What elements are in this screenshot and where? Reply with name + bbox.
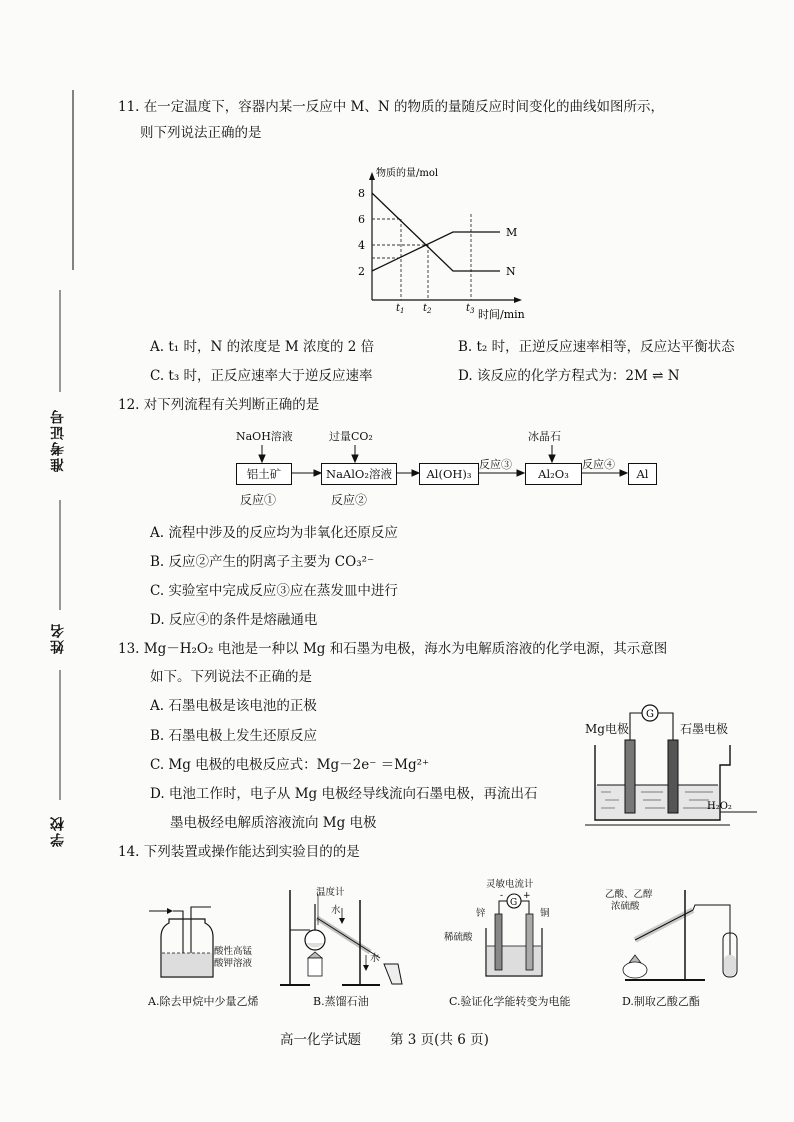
d-delivery-tube: [693, 905, 730, 955]
q13-option-d-line2: 墨电极经电解质溶液流向 Mg 电极: [170, 815, 377, 831]
q13-option-a: A. 石墨电极是该电池的正极: [150, 698, 317, 714]
c-plus: +: [523, 891, 531, 901]
c-acid-label: 稀硫酸: [444, 932, 473, 943]
exam-id-label: 准考证号: [50, 408, 66, 472]
q11-stem-line1: 11. 在一定温度下，容器内某一反应中 M、N 的物质的量随反应时间变化的曲线如图所示，: [118, 99, 664, 115]
receiving-flask: [384, 964, 402, 984]
d-caption: D.制取乙酸乙酯: [622, 995, 700, 1008]
q12-option-d: D. 反应④的条件是熔融通电: [150, 612, 318, 628]
graphite-electrode-label: 石墨电极: [680, 722, 729, 736]
reagent-co2: 过量CO₂: [329, 430, 373, 443]
label-reaction-1: 反应①: [240, 493, 277, 507]
q11-stem-line2: 则下列说法正确的是: [140, 125, 262, 141]
label-reaction-3: 反应③: [479, 458, 512, 471]
label-reaction-2: 反应②: [331, 493, 368, 507]
q13-stem-line1: 13. Mg－H₂O₂ 电池是一种以 Mg 和石墨为电极，海水为电解质溶液的化学电源，其示意图: [118, 641, 668, 657]
label-reaction-4: 反应④: [582, 458, 615, 471]
a-liquid-label-1: 酸性高锰: [214, 946, 253, 957]
ytick-6: 6: [358, 213, 365, 226]
h2o2-label: H₂O₂: [707, 801, 732, 812]
wire-right: [658, 713, 673, 740]
q12-stem: 12. 对下列流程有关判断正确的是: [118, 397, 320, 413]
d-reagent-label-2: 浓硫酸: [611, 901, 640, 912]
b-caption: B.蒸馏石油: [313, 995, 369, 1008]
q12-option-b: B. 反应②产生的阴离子主要为 CO₃²⁻: [150, 554, 375, 570]
node-naalo2: NaAlO₂溶液: [321, 463, 397, 485]
kmno4-solution: [162, 953, 212, 976]
label-M: M: [506, 226, 518, 239]
burner: [308, 952, 322, 958]
school-label: 学校: [50, 815, 66, 847]
name-label: 姓名: [50, 622, 66, 654]
ytick-4: 4: [358, 239, 365, 252]
a-caption: A.除去甲烷中少量乙烯: [148, 995, 259, 1008]
b-water-in-label: 水: [331, 905, 341, 916]
label-N: N: [506, 265, 516, 278]
q11-option-d: D. 该反应的化学方程式为：2M ⇌ N: [458, 368, 680, 384]
reagent-naoh: NaOH溶液: [236, 430, 293, 443]
mg-electrode-label: Mg电极: [585, 722, 629, 736]
q13-option-c: C. Mg 电极的电极反应式：Mg－2e⁻ ＝Mg²⁺: [150, 757, 430, 773]
zinc-electrode: [495, 914, 502, 970]
x-axis-label: 时间/min: [478, 308, 525, 321]
apparatus-b: [280, 880, 415, 990]
q13-stem-line2: 如下。下列说法不正确的是: [150, 669, 312, 685]
q14-stem: 14. 下列装置或操作能达到实验目的的是: [118, 844, 360, 860]
graphite-electrode: [668, 740, 678, 813]
apparatus-d: [615, 885, 745, 985]
node-al: Al: [628, 463, 657, 485]
q11-option-a: A. t₁ 时，N 的浓度是 M 浓度的 2 倍: [150, 339, 375, 355]
ytick-8: 8: [358, 187, 365, 200]
copper-electrode: [526, 914, 533, 970]
b-water-out-label: 水: [370, 953, 380, 964]
c-zinc-label: 锌: [476, 908, 486, 919]
q11-option-b: B. t₂ 时，正逆反应速率相等，反应达平衡状态: [458, 339, 735, 355]
y-axis-label: 物质的量/mol: [376, 168, 439, 179]
c-caption: C.验证化学能转变为电能: [449, 995, 571, 1008]
footer-subject: 高一化学试题: [280, 1032, 361, 1048]
b-thermometer-label: 温度计: [316, 887, 345, 898]
q12-option-c: C. 实验室中完成反应③应在蒸发皿中进行: [150, 583, 398, 599]
node-aloh3: Al(OH)₃: [419, 463, 479, 485]
xtick-t3: $t_3$: [466, 303, 475, 315]
apparatus-c: [474, 888, 574, 988]
d-reagent-label-1: 乙酸、乙醇: [605, 889, 653, 900]
q13-option-d-line1: D. 电池工作时，电子从 Mg 电极经导线流向石墨电极，再流出石: [150, 786, 538, 802]
c-copper-label: 铜: [540, 908, 550, 919]
wire-left: [630, 713, 642, 740]
c-meter-symbol: G: [510, 898, 518, 908]
q12-option-a: A. 流程中涉及的反应均为非氧化还原反应: [150, 525, 398, 541]
meter-label: G: [646, 709, 654, 720]
reagent-cryolite: 冰晶石: [528, 430, 561, 443]
c-meter-title: 灵敏电流计: [486, 879, 534, 890]
footer-page: 第 3 页(共 6 页): [390, 1032, 489, 1048]
c-minus: -: [500, 891, 504, 901]
mg-electrode: [625, 740, 635, 813]
electrolyte: [596, 785, 719, 819]
ytick-2: 2: [358, 265, 365, 278]
node-al2o3: Al₂O₃: [525, 463, 582, 485]
xtick-t2: $t_2$: [423, 303, 432, 315]
node-bauxite: 铝土矿: [236, 463, 292, 485]
q11-option-c: C. t₃ 时，正反应速率大于逆反应速率: [150, 368, 373, 384]
xtick-t1: $t_1$: [396, 303, 405, 315]
q13-option-b: B. 石墨电极上发生还原反应: [150, 728, 318, 744]
a-liquid-label-2: 酸钾溶液: [214, 958, 253, 969]
